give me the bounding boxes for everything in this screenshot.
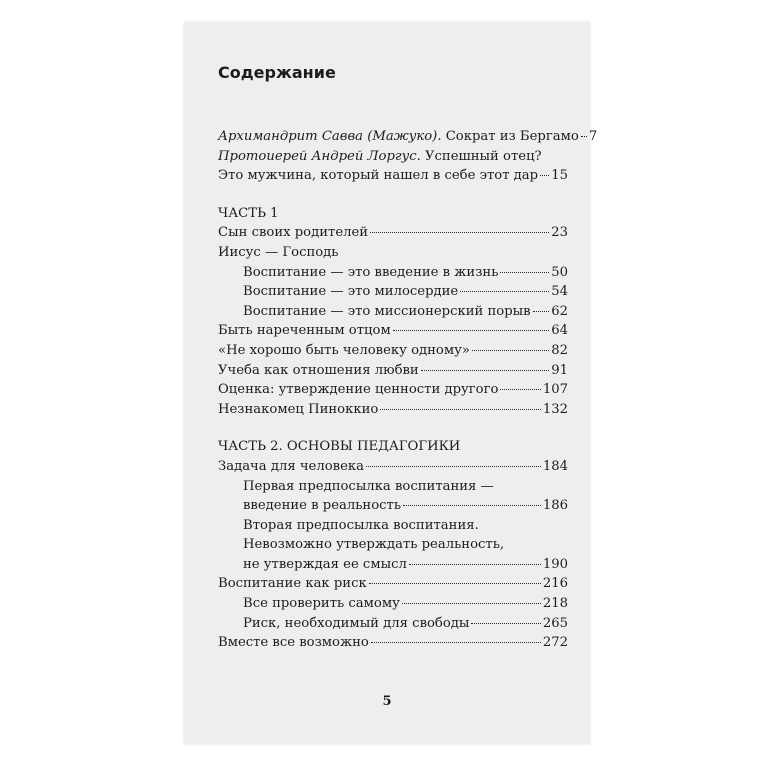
toc-leader-dots (403, 505, 541, 506)
toc-entry: Оценка: утверждение ценности другого 107 (218, 382, 568, 398)
toc-entry: «Не хорошо быть человеку одному» 82 (218, 342, 568, 358)
book-page (184, 22, 598, 744)
toc-subentry: Воспитание — это миссионерский порыв 62 (243, 303, 568, 319)
toc-author: Архимандрит Савва (Мажуко) (218, 129, 438, 144)
toc-leader-dots (460, 291, 549, 292)
toc-entry-lorgus (218, 147, 568, 167)
toc-subentry: не утверждая ее смысл 190 (243, 556, 568, 572)
toc-entry: Незнакомец Пиноккио 132 (218, 401, 568, 417)
toc-entry: Вместе все возможно 272 (218, 635, 568, 651)
toc-subentry: Воспитание — это милосердие 54 (243, 284, 568, 300)
toc-page-number: 7 (588, 129, 598, 144)
toc-entry: Сын своих родителей 23 (218, 225, 568, 241)
toc-entry-savva (218, 127, 598, 147)
toc-subentry: Риск, необходимый для свободы 265 (243, 615, 568, 631)
toc-entry: Быть нареченным отцом 64 (218, 323, 568, 339)
toc-leader-dots (472, 350, 549, 351)
toc-leader-dots (371, 642, 541, 643)
part-heading: ЧАСТЬ 1 (218, 205, 279, 221)
toc-entry: Учеба как отношения любви 91 (218, 362, 568, 378)
toc-entry: Это мужчина, который нашел в себе этот дар 15 (218, 166, 568, 186)
toc-leader-dots (581, 136, 587, 137)
toc-entry-text: . Сократ из Бергамо (437, 129, 579, 144)
toc-subentry: введение в реальность 186 (243, 498, 568, 514)
toc-leader-dots (393, 330, 550, 331)
toc-entry: Иисус — Господь (218, 244, 339, 260)
toc-subentry: Невозможно утверждать реальность, (243, 537, 505, 553)
table-of-contents (218, 62, 598, 653)
toc-leader-dots (380, 409, 541, 410)
page-number: 5 (382, 694, 392, 709)
toc-subentry: Первая предпосылка воспитания — (243, 478, 494, 494)
toc-entry-text: . Успешный отец? (416, 148, 542, 164)
part-heading: ЧАСТЬ 2. ОСНОВЫ ПЕДАГОГИКИ (218, 439, 461, 455)
toc-leader-dots (471, 623, 540, 624)
toc-subentry: Все проверить самому 218 (243, 596, 568, 612)
toc-title: Содержание (218, 63, 336, 82)
toc-leader-dots (533, 311, 550, 312)
toc-author: Протоиерей Андрей Лоргус (218, 148, 417, 164)
toc-entry: Задача для человека 184 (218, 458, 568, 474)
toc-entry: Воспитание как риск 216 (218, 576, 568, 592)
toc-leader-dots (409, 564, 541, 565)
toc-leader-dots (500, 389, 540, 390)
toc-leader-dots (402, 603, 541, 604)
toc-leader-dots (540, 175, 549, 176)
toc-leader-dots (369, 583, 541, 584)
toc-subentry: Вторая предпосылка воспитания. (243, 517, 479, 533)
toc-leader-dots (500, 272, 549, 273)
toc-leader-dots (366, 466, 541, 467)
toc-leader-dots (370, 232, 549, 233)
toc-subentry: Воспитание — это введение в жизнь 50 (243, 264, 568, 280)
toc-page-number: 15 (551, 168, 568, 184)
toc-leader-dots (421, 370, 550, 371)
